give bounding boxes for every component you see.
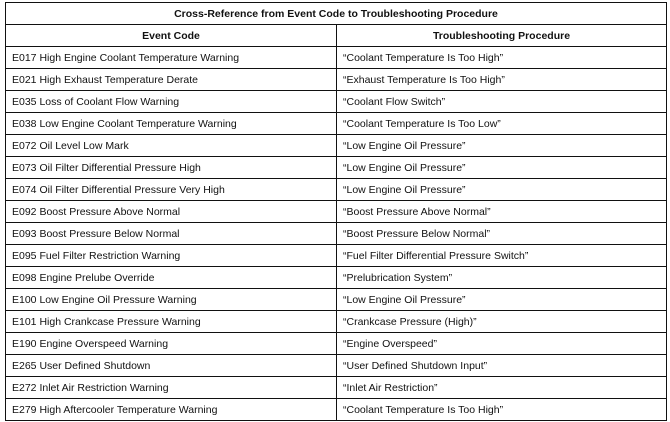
event-code-cell: E021 High Exhaust Temperature Derate	[6, 69, 337, 91]
cross-reference-table	[5, 2, 667, 421]
table-row	[6, 267, 667, 289]
header-event-code: Event Code	[6, 25, 337, 47]
table-row	[6, 179, 667, 201]
troubleshooting-procedure-cell: “Fuel Filter Differential Pressure Switch”	[337, 245, 667, 267]
troubleshooting-procedure-cell: “Boost Pressure Above Normal”	[337, 201, 667, 223]
troubleshooting-procedure-cell: “Boost Pressure Below Normal”	[337, 223, 667, 245]
table-row	[6, 91, 667, 113]
table-row	[6, 245, 667, 267]
event-code-cell: E038 Low Engine Coolant Temperature Warning	[6, 113, 337, 135]
event-code-cell: E100 Low Engine Oil Pressure Warning	[6, 289, 337, 311]
troubleshooting-procedure-cell: “Coolant Temperature Is Too High”	[337, 399, 667, 421]
table-title-row	[6, 3, 667, 25]
event-code-cell: E035 Loss of Coolant Flow Warning	[6, 91, 337, 113]
table-row	[6, 223, 667, 245]
event-code-cell: E072 Oil Level Low Mark	[6, 135, 337, 157]
troubleshooting-procedure-cell: “User Defined Shutdown Input”	[337, 355, 667, 377]
event-code-cell: E092 Boost Pressure Above Normal	[6, 201, 337, 223]
troubleshooting-procedure-cell: “Coolant Flow Switch”	[337, 91, 667, 113]
event-code-cell: E095 Fuel Filter Restriction Warning	[6, 245, 337, 267]
table-row	[6, 157, 667, 179]
table-row	[6, 113, 667, 135]
table-row	[6, 289, 667, 311]
event-code-cell: E272 Inlet Air Restriction Warning	[6, 377, 337, 399]
troubleshooting-procedure-cell: “Low Engine Oil Pressure”	[337, 289, 667, 311]
troubleshooting-procedure-cell: “Low Engine Oil Pressure”	[337, 179, 667, 201]
event-code-cell: E101 High Crankcase Pressure Warning	[6, 311, 337, 333]
header-troubleshooting-procedure: Troubleshooting Procedure	[337, 25, 667, 47]
troubleshooting-procedure-cell: “Crankcase Pressure (High)”	[337, 311, 667, 333]
table-row	[6, 399, 667, 421]
event-code-cell: E265 User Defined Shutdown	[6, 355, 337, 377]
table-row	[6, 201, 667, 223]
troubleshooting-procedure-cell: “Coolant Temperature Is Too Low”	[337, 113, 667, 135]
event-code-cell: E093 Boost Pressure Below Normal	[6, 223, 337, 245]
event-code-cell: E073 Oil Filter Differential Pressure High	[6, 157, 337, 179]
table-row	[6, 333, 667, 355]
troubleshooting-procedure-cell: “Engine Overspeed”	[337, 333, 667, 355]
event-code-cell: E074 Oil Filter Differential Pressure Very High	[6, 179, 337, 201]
event-code-cell: E279 High Aftercooler Temperature Warning	[6, 399, 337, 421]
troubleshooting-procedure-cell: “Prelubrication System”	[337, 267, 667, 289]
table-row	[6, 355, 667, 377]
table-title: Cross-Reference from Event Code to Troubleshooting Procedure	[6, 3, 667, 25]
table-row	[6, 69, 667, 91]
troubleshooting-procedure-cell: “Coolant Temperature Is Too High”	[337, 47, 667, 69]
table-row	[6, 377, 667, 399]
table-row	[6, 47, 667, 69]
troubleshooting-procedure-cell: “Low Engine Oil Pressure”	[337, 157, 667, 179]
table-row	[6, 311, 667, 333]
table-row	[6, 135, 667, 157]
troubleshooting-procedure-cell: “Low Engine Oil Pressure”	[337, 135, 667, 157]
table-body	[6, 47, 667, 421]
table-header-row	[6, 25, 667, 47]
troubleshooting-procedure-cell: “Exhaust Temperature Is Too High”	[337, 69, 667, 91]
event-code-cell: E017 High Engine Coolant Temperature Warning	[6, 47, 337, 69]
event-code-cell: E190 Engine Overspeed Warning	[6, 333, 337, 355]
event-code-cell: E098 Engine Prelube Override	[6, 267, 337, 289]
troubleshooting-procedure-cell: “Inlet Air Restriction”	[337, 377, 667, 399]
